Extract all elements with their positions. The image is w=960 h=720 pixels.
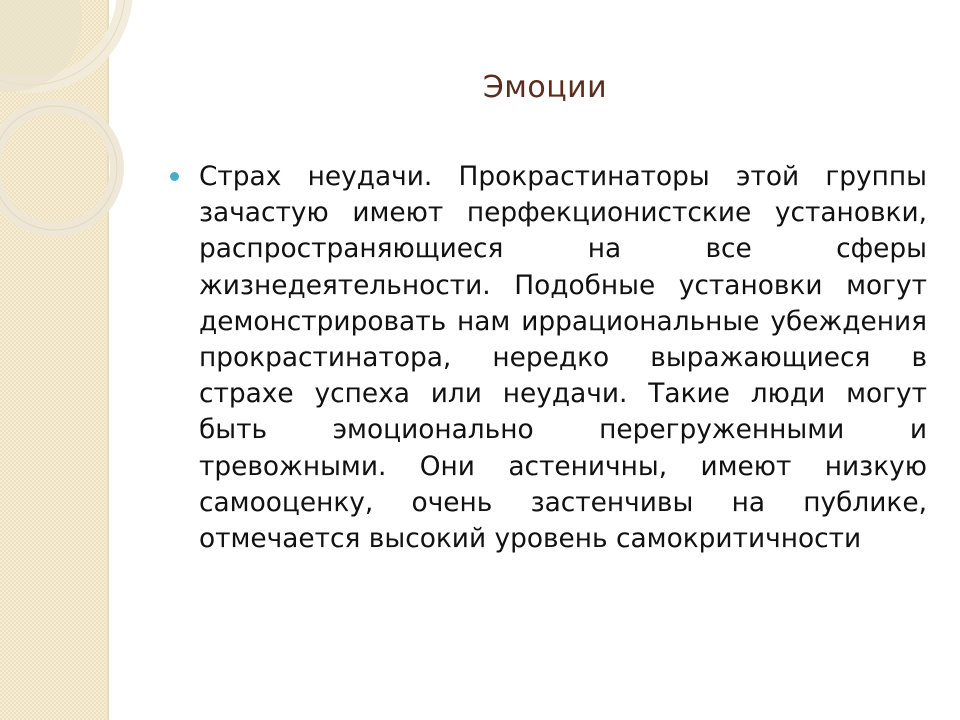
bullet-text: Страх неудачи. Прокрастинаторы этой группы зачастую имеют перфекционистские установки, распространяющиеся на все сферы жизнедеятельности. Подобные установки могут демонстрировать нам иррациональные убеждения прокрастинатора, нередко выражающиеся в страхе успеха или неудачи. Такие люди могут быть эмоционально перегруженными и тревожными. Они астеничны, имеют низкую самооценку, очень застенчивы на публике, отмечается высокий уровень самокритичности bbox=[199, 161, 927, 555]
bullet-icon bbox=[170, 172, 179, 181]
slide-title: Эмоции bbox=[482, 70, 608, 105]
decorative-rings bbox=[0, 0, 140, 260]
